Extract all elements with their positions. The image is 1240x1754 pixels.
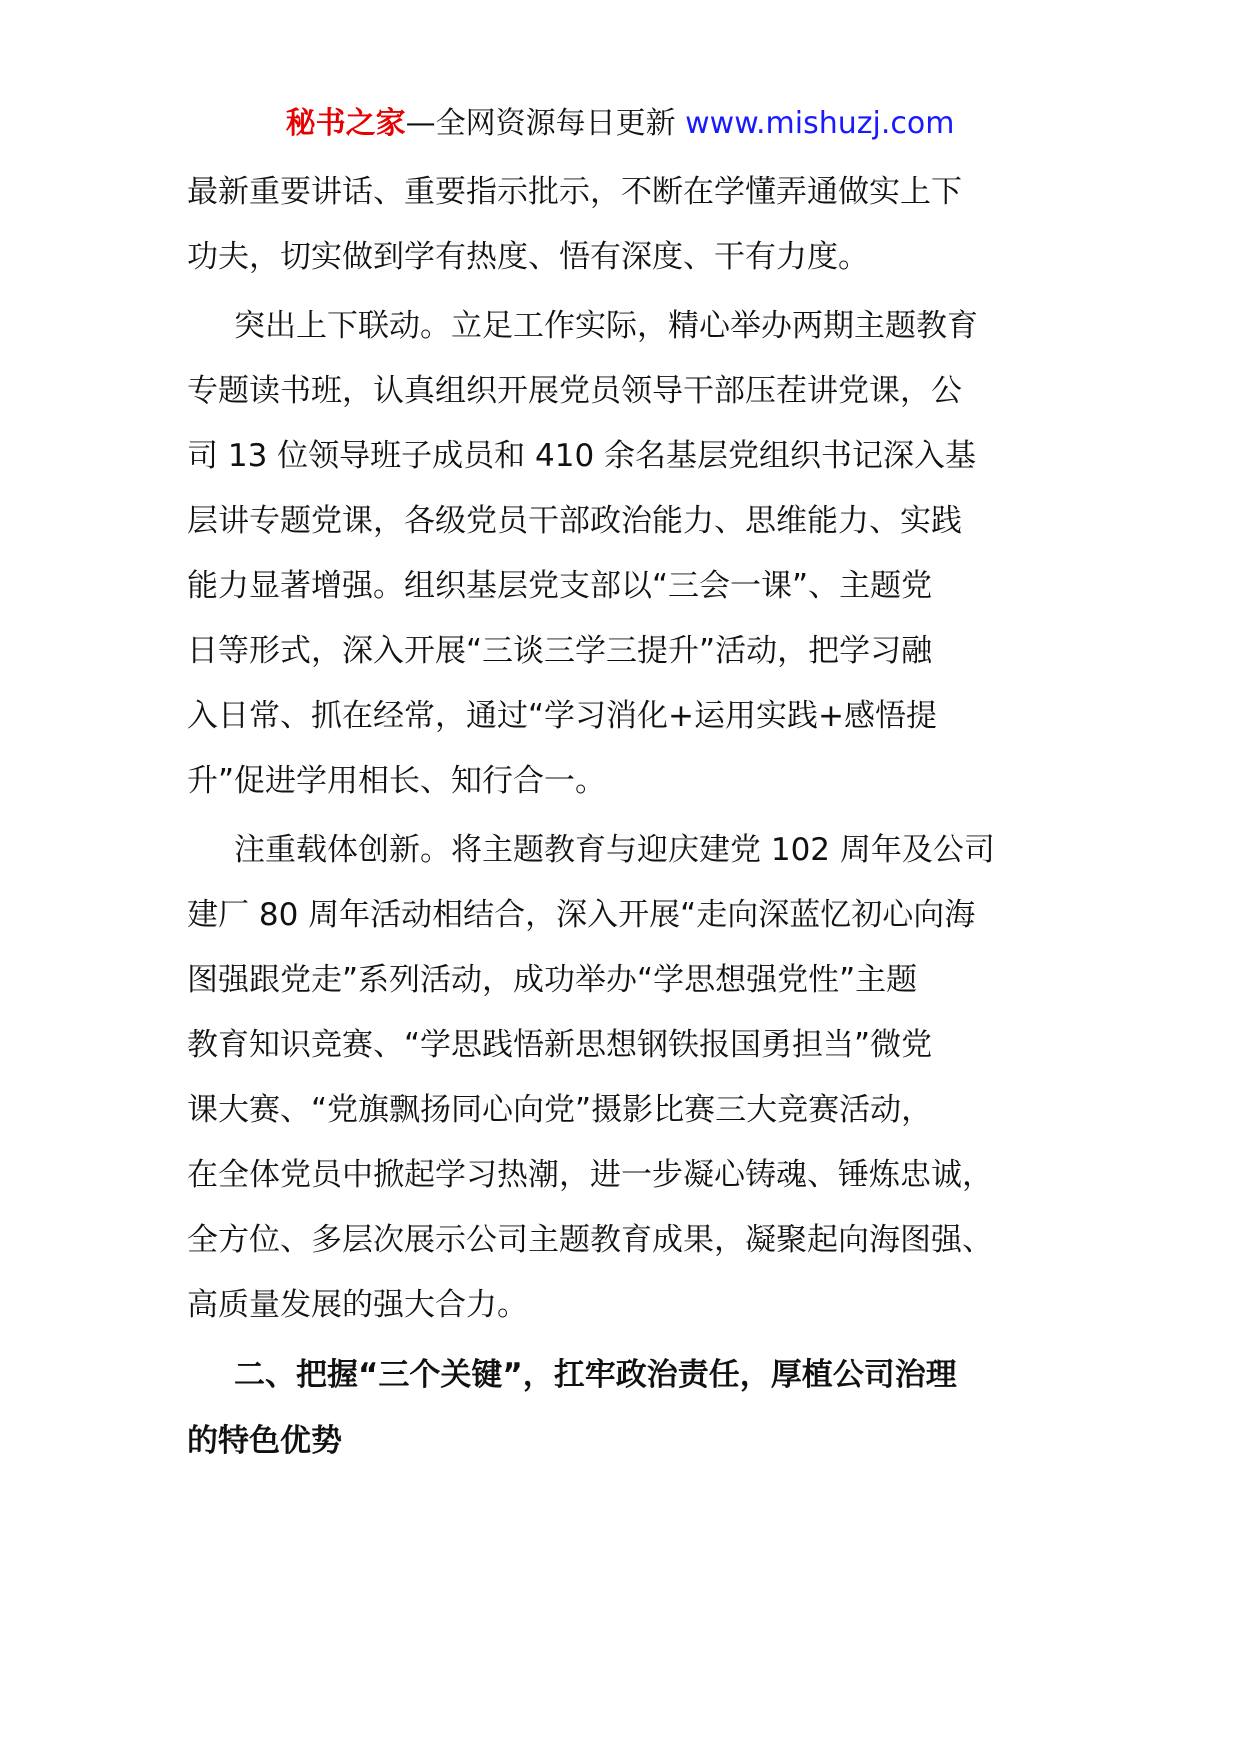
paragraph-line: 突出上下联动。立足工作实际，精心举办两期主题教育: [234, 308, 978, 344]
paragraph-line: 建厂 80 周年活动相结合，深入开展“走向深蓝忆初心向海: [187, 897, 976, 933]
paragraph-line: 教育知识竞赛、“学思践悟新思想钢铁报国勇担当”微党: [187, 1027, 933, 1063]
site-url-link[interactable]: www.mishuzj.com: [685, 106, 955, 141]
page-header: [0, 102, 1240, 146]
paragraph-line: 司 13 位领导班子成员和 410 余名基层党组织书记深入基: [187, 438, 977, 474]
paragraph-linkage: [187, 294, 1067, 814]
paragraph-line: 专题读书班，认真组织开展党员领导干部压茬讲党课，公: [187, 373, 962, 409]
site-name: 秘书之家: [285, 106, 406, 141]
heading-line: 的特色优势: [187, 1423, 342, 1459]
section-heading: [187, 1342, 1067, 1474]
paragraph-line: 入日常、抓在经常，通过“学习消化+运用实践+感悟提: [187, 698, 938, 734]
paragraph-line: 功夫，切实做到学有热度、悟有深度、干有力度。: [187, 239, 869, 275]
paragraph-line: 日等形式，深入开展“三谈三学三提升”活动，把学习融: [187, 633, 933, 669]
paragraph-line: 注重载体创新。将主题教育与迎庆建党 102 周年及公司: [234, 832, 995, 868]
heading-line: 二、把握“三个关键”，扛牢政治责任，厚植公司治理: [234, 1357, 957, 1393]
paragraph-line: 最新重要讲话、重要指示批示，不断在学懂弄通做实上下: [187, 174, 962, 210]
paragraph-line: 能力显著增强。组织基层党支部以“三会一课”、主题党: [187, 568, 933, 604]
paragraph-line: 层讲专题党课，各级党员干部政治能力、思维能力、实践: [187, 503, 962, 539]
site-tagline: —全网资源每日更新: [405, 106, 686, 141]
document-body: [187, 160, 1067, 1474]
paragraph-line: 图强跟党走”系列活动，成功举办“学思想强党性”主题: [187, 962, 918, 998]
paragraph-line: 在全体党员中掀起学习热潮，进一步凝心铸魂、锤炼忠诚，: [187, 1157, 993, 1193]
paragraph-innovation: [187, 818, 1067, 1338]
paragraph-line: 课大赛、“党旗飘扬同心向党”摄影比赛三大竞赛活动，: [187, 1092, 933, 1128]
paragraph-line: 升”促进学用相长、知行合一。: [187, 763, 607, 799]
paragraph-line: 全方位、多层次展示公司主题教育成果，凝聚起向海图强、: [187, 1222, 993, 1258]
paragraph-line: 高质量发展的强大合力。: [187, 1287, 528, 1323]
